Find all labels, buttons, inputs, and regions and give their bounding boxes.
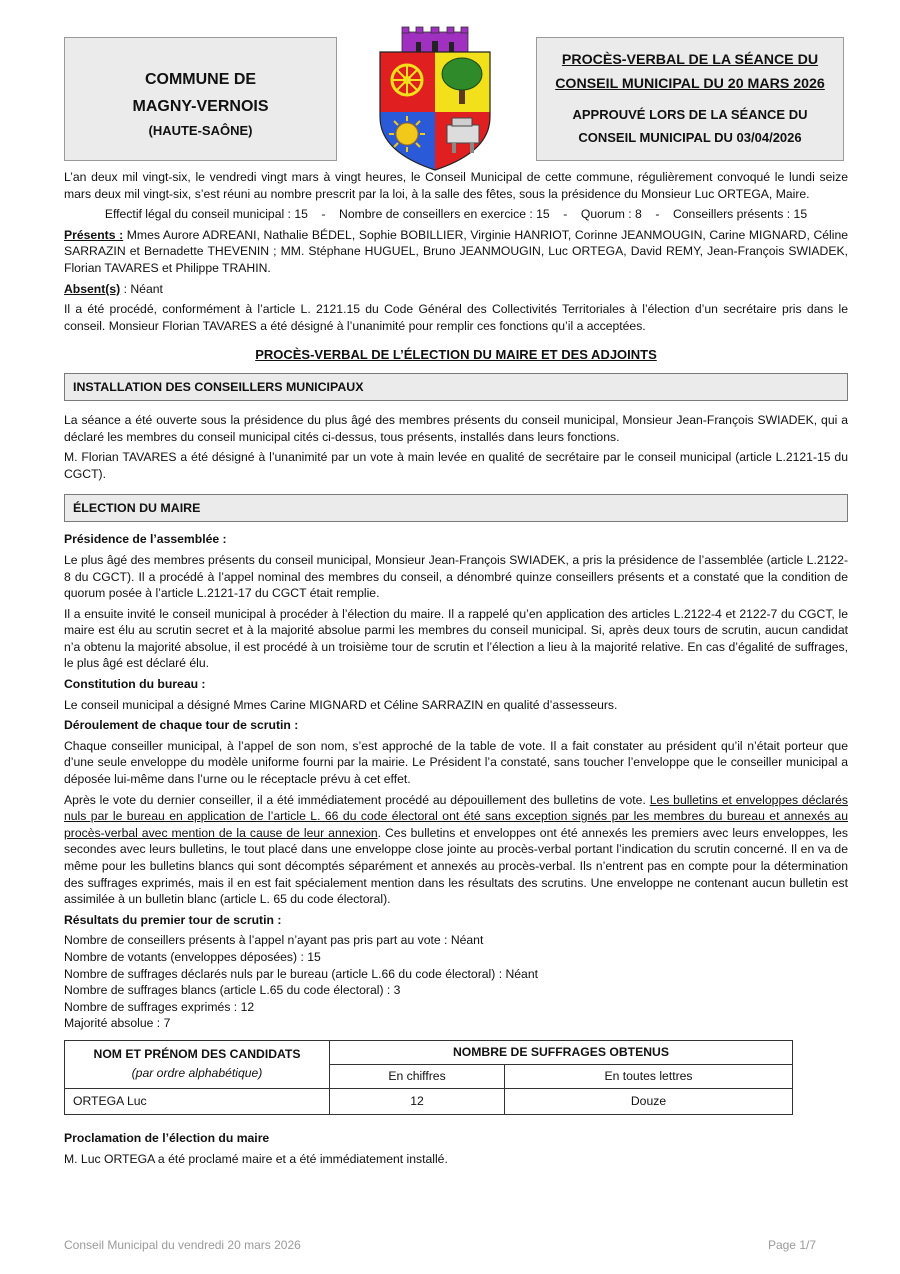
section-heading-election: ÉLECTION DU MAIRE (64, 494, 848, 522)
presents-label: Présents : (64, 227, 124, 242)
proclamation-paragraph: M. Luc ORTEGA a été proclamé maire et a été immédiatement installé. (64, 1151, 448, 1166)
section-heading-installation: INSTALLATION DES CONSEILLERS MUNICIPAUX (64, 373, 848, 401)
table-row (65, 1088, 793, 1114)
candidate-votes-letters: Douze (505, 1088, 793, 1114)
resultats-list (64, 932, 848, 1032)
commune-line-1: COMMUNE DE (144, 71, 257, 88)
document-body (64, 169, 848, 1171)
resultats-line: Nombre de suffrages déclarés nuls par le bureau (article L.66 du code électoral) : Néant (64, 966, 538, 981)
document-title-line-2: CONSEIL MUNICIPAL DU 20 MARS 2026 (555, 76, 825, 92)
document-title-line-1: PROCÈS-VERBAL DE LA SÉANCE DU (561, 52, 819, 68)
deroulement-paragraph-1: Chaque conseiller municipal, à l’appel de son nom, s’est approché de la table de vote. Il a fait constater au président qu’il n’était porteur que d’une seule enveloppe du modèle uniforme fourni par la mairie. Le Président l’a constaté, sans toucher l’enveloppe que le conseiller municipal a déposée lui-même dans l’urne ou le réceptacle prévu à cet effet. (64, 738, 848, 787)
absents-paragraph (64, 281, 848, 298)
deroulement-paragraph-2 (64, 792, 848, 908)
col-letters-header: En toutes lettres (505, 1064, 793, 1088)
deroulement-text-underlined: Les bulletins et enveloppes déclarés nuls par le bureau en application de l’article L. 66 du code électoral ont été sans exception signés par les membres du bureau et annexés au procès-verbal avec mention de la cause de leur annexion (64, 792, 849, 840)
presents-list: Mmes Aurore ADREANI, Nathalie BÉDEL, Sophie BOBILLIER, Virginie HANRIOT, Corinne JEANMOUGIN, Carine MIGNARD, Céline SARRAZIN et Bernadette THEVENIN ; MM. Stéphane HUGUEL, Bruno JEANMOUGIN, Luc ORTEGA, David REMY, Jean-François SWIADEK, Florian TAVARES et Philippe TRAHIN. (64, 227, 848, 275)
footer-page-number: Page 1/7 (767, 1238, 816, 1252)
installation-paragraph-2: M. Florian TAVARES a été désigné à l’unanimité par un vote à main levée en qualité de secrétaire par le conseil municipal (article L.2121-15 du CGCT). (64, 450, 848, 481)
page-footer (64, 1237, 816, 1254)
bureau-paragraph: Le conseil municipal a désigné Mmes Carine MIGNARD et Céline SARRAZIN en qualité d’assesseurs. (64, 697, 618, 712)
resultats-line: Nombre de suffrages exprimés : 12 (64, 999, 255, 1014)
resultats-line: Nombre de conseillers présents à l’appel n’ayant pas pris part au vote : Néant (64, 933, 484, 948)
deroulement-text-a: Après le vote du dernier conseiller, il a été immédiatement procédé au dépouillement des bulletins de vote. (64, 792, 650, 807)
col-candidates-subtitle: (par ordre alphabétique) (131, 1065, 263, 1080)
presents-paragraph (64, 227, 848, 277)
commune-header-box (64, 37, 337, 161)
commune-department: (HAUTE-SAÔNE) (148, 123, 253, 138)
coat-of-arms-icon (372, 22, 498, 172)
resultats-line: Majorité absolue : 7 (64, 1016, 171, 1031)
main-section-title: PROCÈS-VERBAL DE L’ÉLECTION DU MAIRE ET DES ADJOINTS (255, 347, 657, 363)
footer-meeting-date: Conseil Municipal du vendredi 20 mars 2026 (64, 1238, 301, 1252)
candidate-name: ORTEGA Luc (65, 1088, 330, 1114)
col-figures-header: En chiffres (330, 1064, 505, 1088)
presidence-paragraph-1: Le plus âgé des membres présents du conseil municipal, Monsieur Jean-François SWIADEK, a pris la présidence de l’assemblée (article L.2122-8 du CGCT). Il a procédé à l’appel nominal des membres du conseil, a dénombré quinze conseillers présents et a constaté que la condition de quorum posée à l’article L.2121-17 du CGCT était remplie. (64, 552, 848, 601)
presidence-paragraph-2: Il a ensuite invité le conseil municipal à procéder à l’élection du maire. Il a rappelé qu’en application des articles L.2122-4 et 2122-7 du CGCT, le maire est élu au scrutin secret et à la majorité absolue parmi les membres du conseil municipal. Si, après deux tours de scrutin, aucun candidat n’a obtenu la majorité absolue, il est procédé à un troisième tour de scrutin et l’élection a lieu à la majorité relative. En cas d’égalité de suffrages, le plus âgé est déclaré élu. (64, 606, 848, 671)
resultats-title: Résultats du premier tour de scrutin : (64, 912, 282, 927)
col-votes-header: NOMBRE DE SUFFRAGES OBTENUS (330, 1040, 793, 1064)
results-table (64, 1040, 793, 1115)
presidence-title: Présidence de l’assemblée : (64, 532, 227, 547)
approval-line-1: APPROUVÉ LORS DE LA SÉANCE DU (572, 107, 808, 122)
candidate-votes-figures: 12 (330, 1088, 505, 1114)
resultats-line: Nombre de votants (enveloppes déposées) : 15 (64, 949, 321, 964)
col-candidates-header (65, 1040, 330, 1088)
approval-line-2: CONSEIL MUNICIPAL DU 03/04/2026 (578, 130, 802, 145)
resultats-line: Nombre de suffrages blancs (article L.65 du code électoral) : 3 (64, 983, 401, 998)
council-stats: Effectif légal du conseil municipal : 15 - Nombre de conseillers en exercice : 15 - Quorum : 8 - Conseillers présents : 15 (104, 207, 808, 222)
intro-paragraph: L’an deux mil vingt-six, le vendredi vingt mars à vingt heures, le Conseil Municipal de cette commune, régulièrement convoqué le lundi seize mars deux mil vingt-six, s’est réuni au nombre prescrit par la loi, à la salle des fêtes, sous la présidence du Monsieur Luc ORTEGA, Maire. (64, 170, 848, 201)
installation-paragraph-1: La séance a été ouverte sous la présidence du plus âgé des membres présents du conseil municipal, Monsieur Jean-François SWIADEK, qui a déclaré les membres du conseil municipal cités ci-dessus, tous présents, installés dans leurs fonctions. (64, 412, 848, 444)
proclamation-title: Proclamation de l’élection du maire (64, 1130, 270, 1145)
secretary-paragraph: Il a été procédé, conformément à l’article L. 2121.15 du Code Général des Collectivités Territoriales à l’élection d’un secrétaire pris dans le conseil. Monsieur Florian TAVARES a été désigné à l’unanimité pour remplir ces fonctions qu’il a acceptées. (64, 302, 848, 333)
deroulement-text-b: . Ces bulletins et enveloppes ont été annexés les premiers avec leurs enveloppes, les secondes avec leurs bulletins, le tout placé dans une enveloppe close jointe au procès-verbal portant l’indication du scrutin concerné. Il en va de même pour les bulletins blancs qui sont décomptés séparément et annexés au procès-verbal. Ils n’entrent pas en compte pour la détermination des suffrages exprimés, mais il en est fait spécialement mention dans les résultats des scrutins. Une enveloppe ne contenant aucun bulletin est assimilée à un bulletin blanc (article L. 65 du code électoral). (64, 825, 848, 907)
deroulement-title: Déroulement de chaque tour de scrutin : (64, 718, 299, 733)
commune-name: MAGNY-VERNOIS (132, 98, 269, 115)
absents-value: : Néant (120, 281, 163, 296)
absents-label: Absent(s) (64, 281, 121, 296)
col-candidates-title: NOM ET PRÉNOM DES CANDIDATS (93, 1046, 301, 1061)
document-title-box (536, 37, 844, 161)
bureau-title: Constitution du bureau : (64, 677, 206, 692)
